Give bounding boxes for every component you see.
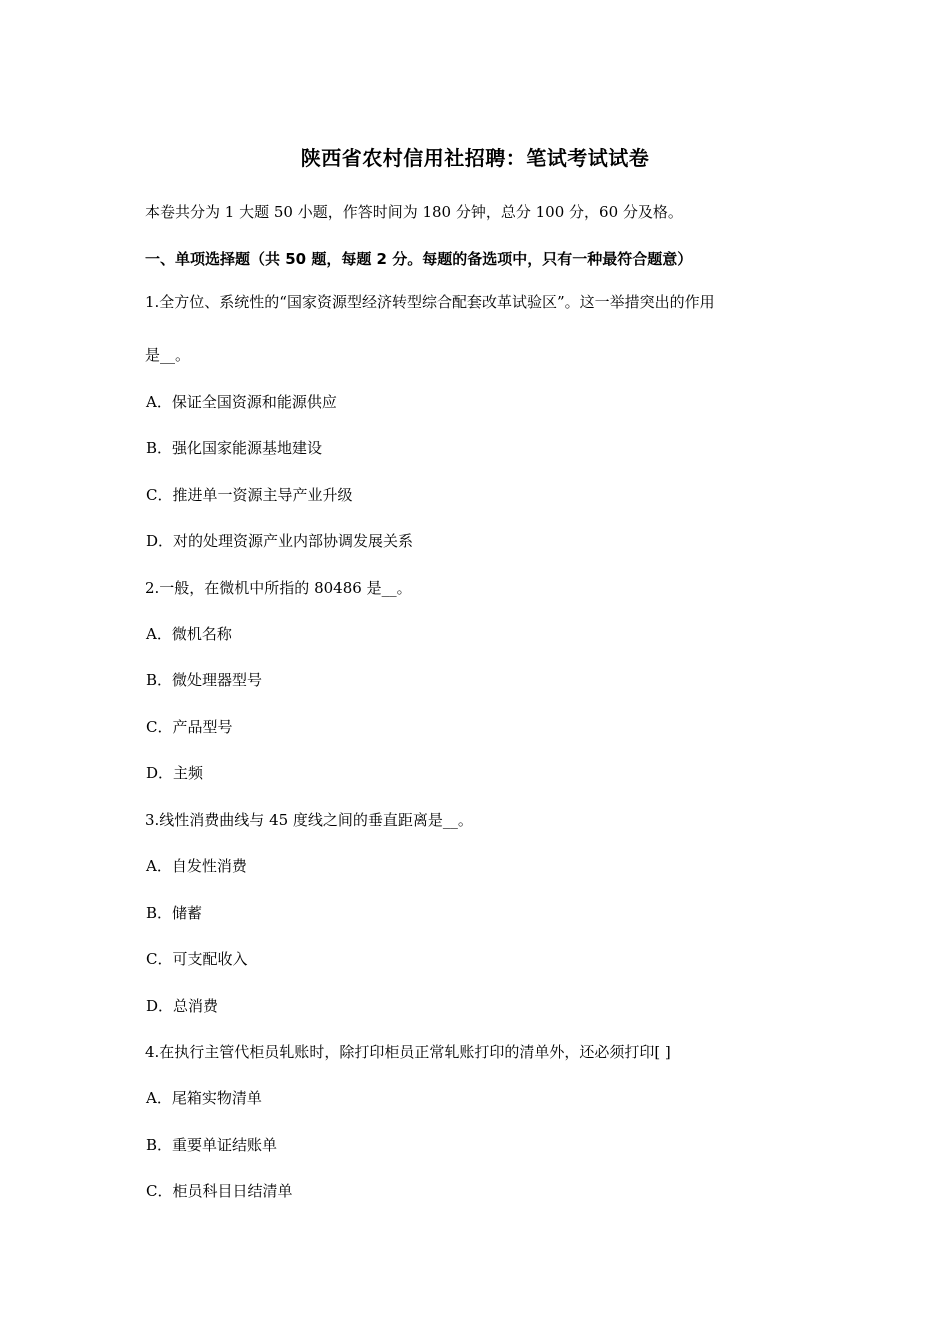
question-1-stem: 1.全方位、系统性的“国家资源型经济转型综合配套改革试验区”。这一举措突出的作用: [145, 293, 715, 311]
question-4-option-c: C．柜员科目日结清单: [146, 1182, 293, 1200]
question-2-option-a: A．微机名称: [146, 625, 232, 643]
question-3-option-d: D．总消费: [146, 997, 219, 1015]
page-title: 陕西省农村信用社招聘：笔试考试试卷: [300, 146, 650, 170]
exam-intro: 本卷共分为 1 大题 50 小题，作答时间为 180 分钟，总分 100 分，60 分及格。: [145, 203, 683, 221]
question-2-option-d: D．主频: [146, 764, 204, 782]
question-2-option-c: C．产品型号: [146, 718, 233, 736]
question-3-option-a: A．自发性消费: [146, 857, 247, 875]
question-1-option-b: B．强化国家能源基地建设: [146, 439, 323, 457]
question-1-option-a: A．保证全国资源和能源供应: [146, 393, 337, 411]
question-4-option-a: A．尾箱实物清单: [146, 1089, 262, 1107]
question-4-stem: 4.在执行主管代柜员轧账时，除打印柜员正常轧账打印的清单外，还必须打印[ ]: [145, 1043, 671, 1061]
question-1-option-d: D．对的处理资源产业内部协调发展关系: [146, 532, 414, 550]
section-heading: 一、单项选择题（共 50 题，每题 2 分。每题的备选项中，只有一种最符合题意）: [145, 250, 693, 268]
question-3-stem: 3.线性消费曲线与 45 度线之间的垂直距离是__。: [145, 811, 473, 829]
question-1-option-c: C．推进单一资源主导产业升级: [146, 486, 353, 504]
question-2-option-b: B．微处理器型号: [146, 671, 263, 689]
question-4-option-b: B．重要单证结账单: [146, 1136, 278, 1154]
question-1-stem-continued: 是__。: [145, 346, 191, 364]
question-2-stem: 2.一般，在微机中所指的 80486 是__。: [145, 579, 412, 597]
question-3-option-b: B．储蓄: [146, 904, 203, 922]
question-3-option-c: C．可支配收入: [146, 950, 248, 968]
